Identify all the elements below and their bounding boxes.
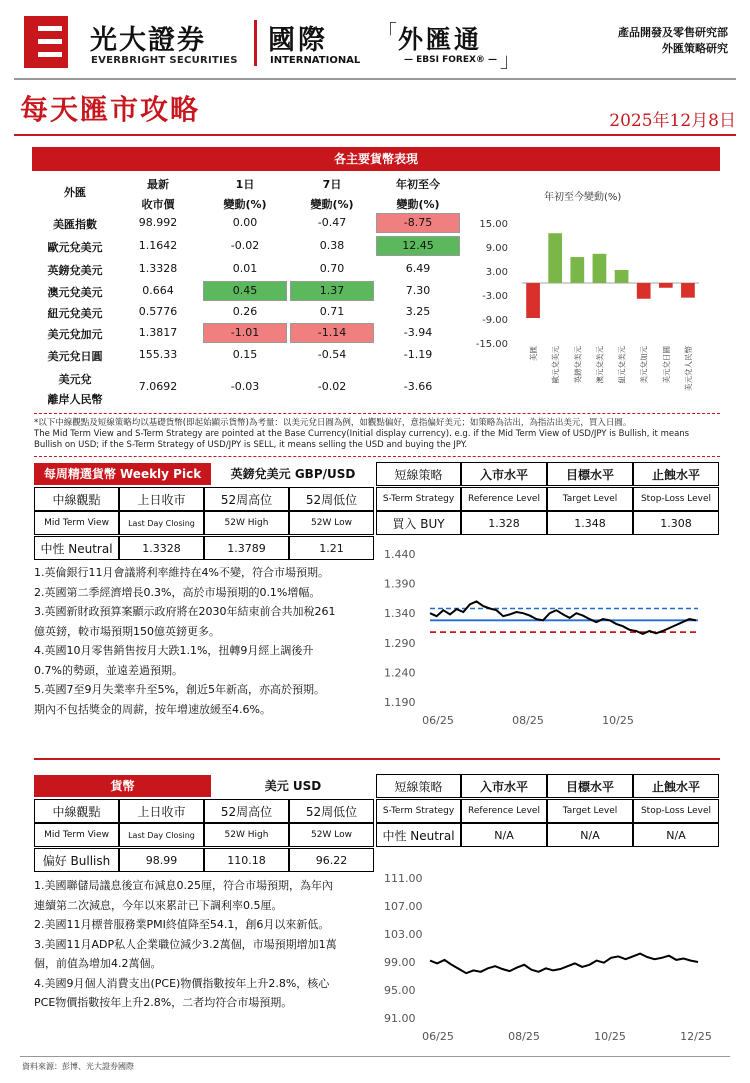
row-close: 1.3328 (138, 262, 178, 275)
x-tick-label: 美元兌加元 (639, 346, 649, 384)
header-divider (14, 78, 736, 80)
y-tick-label: 1.390 (384, 577, 416, 591)
department-name: 產品開發及零售研究部 (618, 26, 728, 39)
row-ytd: 3.25 (405, 305, 431, 318)
last-close-value: 1.3328 (119, 536, 204, 560)
x-tick-label: 08/25 (508, 1030, 540, 1043)
header-stop-loss: 止蝕水平 (633, 462, 719, 486)
currency-pair: 美元 USD (264, 779, 322, 793)
commentary-line: 1.美國聯儲局議息後宣布減息0.25厘，符合市場預期，為年內 (34, 879, 333, 892)
data-source: 資料來源：彭博、光大證券國際 (22, 1062, 134, 1071)
row-name: 紐元兌美元 (47, 307, 103, 320)
x-tick-label: 12/25 (680, 1030, 712, 1043)
x-tick-label: 06/25 (422, 714, 454, 727)
header-strategy: 短線策略 (376, 774, 461, 798)
row-name-line2: 離岸人民幣 (47, 393, 103, 406)
x-tick-label: 歐元兌美元 (551, 346, 561, 384)
x-tick-label: 06/25 (422, 1030, 454, 1043)
commentary-line: 2.英國第二季經濟增長0.3%，高於市場預期的0.1%增幅。 (34, 585, 321, 599)
header-mid-view: 中線觀點 (34, 799, 119, 823)
y-tick-label: 1.240 (384, 666, 416, 680)
x-tick-label: 紐元兌美元 (617, 346, 627, 384)
label-last-day-closing: Last Day Closing (119, 511, 204, 535)
col-header-close-line1: 最新 (147, 178, 169, 191)
y-tick-label: 107.00 (384, 900, 423, 913)
y-tick-label: 1.340 (384, 607, 416, 621)
title-divider (14, 134, 736, 136)
bracket-left: 「 (377, 20, 397, 44)
target-level-value: 1.348 (547, 511, 633, 535)
y-tick-label: 99.00 (384, 956, 416, 969)
reference-level-value: N/A (461, 823, 547, 847)
header-last-close: 上日收市 (119, 487, 204, 511)
row-ytd: -8.75 (403, 216, 433, 229)
row-close: 155.33 (138, 348, 178, 361)
label-s-term-strategy: S-Term Strategy (376, 799, 461, 823)
commentary-line: 1.英倫銀行11月會議將利率維持在4%不變，符合市場預期。 (34, 566, 329, 579)
y-tick-label: 95.00 (384, 984, 416, 997)
col-header-close (118, 176, 198, 218)
col-header-ytd (376, 176, 460, 218)
target-level-value: N/A (547, 823, 633, 847)
commentary-line: 4.英國10月零售銷售按月大跌1.1%，扭轉9月經上調後升 (34, 644, 314, 657)
y-tick-label: 103.00 (384, 928, 423, 941)
commentary-line: 3.美國11月ADP私人企業職位減少3.2萬個，市場預期增加1萬 (34, 937, 337, 951)
currency-pair: 英鎊兌美元 GBP/USD (230, 467, 356, 481)
bar (526, 283, 540, 318)
note-line: Bullish on USD; if the S-Term Strategy of USD/JPY is SELL, it means selling the USD and buying the JPY. (34, 440, 468, 450)
weekly-pick-tag: 每周精選貨幣 Weekly Pick (34, 463, 211, 485)
x-tick-label: 08/25 (512, 714, 544, 727)
commentary-line: 4.美國9月個人消費支出(PCE)物價指數按年上升2.8%，核心 (34, 976, 330, 990)
row-1d: 0.26 (232, 305, 258, 318)
label-mid-term-view: Mid Term View (34, 511, 119, 535)
price-line (430, 954, 698, 974)
usd-index-line-chart (380, 866, 720, 1048)
bar (593, 254, 607, 283)
row-7d: -1.14 (317, 326, 347, 339)
header-mid-view: 中線觀點 (34, 487, 119, 511)
footer-divider (20, 1056, 730, 1057)
52w-low-value: 1.21 (289, 536, 374, 560)
y-tick-label: 1.290 (384, 636, 416, 650)
gbp-commentary (34, 563, 379, 719)
stop-loss-value: 1.308 (633, 511, 719, 535)
bar (681, 283, 695, 298)
bar (637, 283, 651, 299)
row-name: 美元兌日圓 (47, 350, 103, 363)
col-header-ytd-line1: 年初至今 (396, 178, 440, 191)
col-header-1d-line2: 變動(%) (223, 198, 267, 211)
label-target-level: Target Level (547, 799, 633, 823)
y-tick-label: 111.00 (384, 872, 423, 885)
x-tick-label: 美匯 (529, 346, 539, 361)
notes-divider (34, 413, 720, 415)
label-reference-level: Reference Level (461, 799, 547, 823)
52w-low-value: 96.22 (289, 848, 374, 872)
row-close: 1.1642 (138, 239, 178, 252)
everbright-logo (24, 16, 68, 68)
x-tick-label: 10/25 (594, 1030, 626, 1043)
label-52w-low: 52W Low (289, 823, 374, 847)
header-52w-high: 52周高位 (204, 799, 289, 823)
stop-loss-value: N/A (633, 823, 719, 847)
bar (659, 283, 673, 288)
ebsi-name-cn: 外匯通 (398, 25, 483, 54)
row-close: 0.664 (142, 284, 174, 297)
row-7d: -0.54 (317, 348, 347, 361)
label-s-term-strategy: S-Term Strategy (376, 487, 461, 511)
section-divider (34, 758, 720, 760)
row-name: 歐元兌美元 (47, 241, 103, 254)
row-1d: 0.15 (232, 348, 258, 361)
y-tick-label: 3.00 (485, 267, 508, 278)
commentary-line: 3.英國新財政預算案顯示政府將在2030年結束前合共加稅261 (34, 605, 336, 618)
label-52w-high: 52W High (204, 511, 289, 535)
label-stop-loss-level: Stop-Loss Level (633, 799, 719, 823)
commentary-line: 期內不包括獎金的周薪，按年增速放緩至4.6%。 (34, 702, 271, 716)
x-tick-label: 10/25 (602, 714, 634, 727)
bracket-right: 」 (500, 48, 520, 72)
row-7d: 0.70 (319, 262, 345, 275)
brand-name-en: EVERBRIGHT SECURITIES (91, 55, 238, 66)
commentary-line: 5.英國7至9月失業率升至5%，創近5年新高，亦高於預期。 (34, 683, 325, 696)
table-banner: 各主要貨幣表現 (32, 147, 720, 171)
currency-tag: 貨幣 (34, 775, 211, 797)
row-close: 0.5776 (138, 305, 178, 318)
header-stop-loss: 止蝕水平 (633, 774, 719, 798)
row-1d: 0.45 (232, 284, 258, 297)
y-tick-label: 15.00 (479, 219, 508, 230)
row-1d: 0.00 (232, 216, 258, 229)
ytd-bar-chart (464, 180, 724, 410)
header-target: 目標水平 (547, 462, 633, 486)
row-name-line1: 美元兌 (58, 373, 92, 386)
intl-name-cn: 國際 (268, 25, 328, 56)
usd-commentary (34, 876, 379, 1013)
label-stop-loss-level: Stop-Loss Level (633, 487, 719, 511)
row-ytd: -3.94 (403, 326, 433, 339)
report-date: 2025年12月8日 (609, 111, 736, 131)
y-tick-label: 9.00 (485, 243, 508, 254)
x-tick-label: 澳元兌美元 (595, 346, 605, 384)
header-target: 目標水平 (547, 774, 633, 798)
header-52w-low: 52周低位 (289, 799, 374, 823)
note-line: *以下中線觀點及短線策略均以基礎貨幣(即起始顯示貨幣)為考量：以美元兌日圓為例，如觀點偏好，意指偏好美元；如策略為沽出，為指沽出美元，買入日圓。 (34, 418, 632, 428)
y-tick-label: 1.440 (384, 548, 416, 561)
strategy-value: 買入 BUY (376, 511, 461, 535)
mid-term-view-value: 偏好 Bullish (34, 848, 119, 872)
header-reference: 入市水平 (461, 774, 547, 798)
x-tick-label: 美元兌日圓 (661, 346, 671, 384)
row-ytd: 6.49 (405, 262, 431, 275)
x-tick-label: 英鎊兌美元 (573, 346, 583, 384)
strategy-value: 中性 Neutral (376, 823, 461, 847)
intl-name-en: INTERNATIONAL (270, 55, 361, 66)
y-tick-label: 1.190 (384, 696, 416, 709)
commentary-line: 連續第二次減息，今年以來累計已下調利率0.5厘。 (34, 898, 283, 912)
col-header-fx: 外匯 (64, 186, 86, 199)
row-ytd: 12.45 (402, 239, 434, 252)
row-7d: 1.37 (319, 284, 345, 297)
col-header-7d-line2: 變動(%) (310, 198, 354, 211)
row-close: 1.3817 (138, 326, 178, 339)
note-line: The Mid Term View and S-Term Strategy are pointed at the Base Currency(Initial display currency). e.g. if the Mid Term View of USD/JPY is Bullish, it means (34, 429, 690, 439)
header-strategy: 短線策略 (376, 462, 461, 486)
bar (615, 270, 629, 283)
52w-high-value: 1.3789 (204, 536, 289, 560)
header-last-close: 上日收市 (119, 799, 204, 823)
row-ytd: -1.19 (403, 348, 433, 361)
header-52w-high: 52周高位 (204, 487, 289, 511)
commentary-line: 個，前值為增加4.2萬個。 (34, 957, 162, 970)
header-52w-low: 52周低位 (289, 487, 374, 511)
ebsi-name-en: — EBSI FOREX® — (404, 55, 498, 65)
reference-level-value: 1.328 (461, 511, 547, 535)
row-name: 英鎊兌美元 (47, 264, 103, 277)
row-name: 美元兌加元 (47, 328, 103, 341)
header-reference: 入市水平 (461, 462, 547, 486)
label-mid-term-view: Mid Term View (34, 823, 119, 847)
row-close: 98.992 (138, 216, 178, 229)
brand-name-cn: 光大證券 (90, 25, 206, 56)
y-tick-label: -15.00 (475, 339, 508, 350)
label-last-day-closing: Last Day Closing (119, 823, 204, 847)
y-tick-label: -9.00 (482, 315, 508, 326)
row-1d: 0.01 (232, 262, 258, 275)
row-name: 澳元兌美元 (47, 286, 103, 299)
row-1d: -0.02 (230, 239, 260, 252)
col-header-ytd-line2: 變動(%) (396, 198, 440, 211)
col-header-1d-line1: 1日 (235, 178, 255, 191)
label-target-level: Target Level (547, 487, 633, 511)
brand-divider (254, 20, 257, 66)
chart-title: 年初至今變動(%) (544, 192, 622, 203)
department-subtitle: 外匯策略研究 (662, 42, 728, 55)
commentary-line: PCE物價指數按年上升2.8%，二者均符合市場預期。 (34, 996, 293, 1009)
base-currency-note (34, 418, 734, 451)
notes-divider (34, 456, 720, 458)
row-close: 7.0692 (138, 380, 178, 393)
commentary-line: 2.美國11月標普服務業PMI終值降至54.1，創6月以來新低。 (34, 918, 330, 931)
last-close-value: 98.99 (119, 848, 204, 872)
row-1d: -0.03 (230, 380, 260, 393)
row-7d: -0.47 (317, 216, 347, 229)
52w-high-value: 110.18 (204, 848, 289, 872)
y-tick-label: 91.00 (384, 1012, 416, 1025)
row-name (34, 370, 116, 410)
label-52w-low: 52W Low (289, 511, 374, 535)
row-7d: 0.38 (319, 239, 345, 252)
row-name: 美匯指數 (53, 218, 97, 231)
commentary-line: 0.7%的勢頭，並遠差過預期。 (34, 663, 183, 677)
page-title: 每天匯市攻略 (20, 93, 201, 126)
row-1d: -1.01 (230, 326, 260, 339)
col-header-close-line2: 收市價 (141, 198, 175, 211)
price-line (430, 601, 696, 634)
x-tick-label: 美元兌人民幣 (683, 346, 693, 391)
commentary-line: 億英鎊，較市場預期150億英鎊更多。 (34, 624, 220, 638)
label-reference-level: Reference Level (461, 487, 547, 511)
row-ytd: -3.66 (403, 380, 433, 393)
col-header-1d (203, 176, 287, 218)
y-tick-label: -3.00 (482, 291, 508, 302)
gbpusd-line-chart (380, 542, 720, 732)
label-52w-high: 52W High (204, 823, 289, 847)
col-header-7d (290, 176, 374, 218)
row-ytd: 7.30 (405, 284, 431, 297)
bar (570, 257, 584, 283)
mid-term-view-value: 中性 Neutral (34, 536, 119, 560)
row-7d: -0.02 (317, 380, 347, 393)
col-header-7d-line1: 7日 (322, 178, 342, 191)
row-7d: 0.71 (319, 305, 345, 318)
bar (548, 233, 562, 283)
